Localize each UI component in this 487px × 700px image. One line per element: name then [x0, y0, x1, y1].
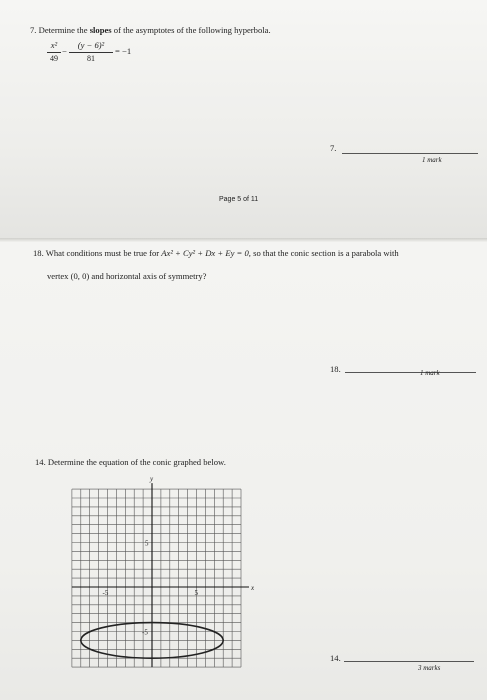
hyperbola-numerator-1: x² [50, 40, 58, 50]
question-14-marks: 3 marks [418, 664, 441, 672]
general-conic-equation: Ax² + Cy² + Dx + Ey = 0 [161, 248, 249, 258]
question-18-text-end: , so that the conic section is a parabola with [248, 248, 399, 258]
question-7-text-end: of the asymptotes of the following hyperbola. [111, 25, 271, 35]
hyperbola-rhs: = −1 [115, 46, 132, 56]
vertex-value: (0, 0) [70, 271, 90, 281]
question-18-answer-number: 18. [330, 364, 341, 374]
question-7-text-start: Determine the [38, 25, 90, 35]
tick-label-y-5: 5 [145, 539, 149, 548]
question-7-marks: 1 mark [422, 156, 442, 164]
question-14-answer-line[interactable] [344, 661, 474, 662]
y-axis-label: y [150, 475, 154, 484]
hyperbola-denominator-1: 49 [50, 54, 58, 63]
x-axis-label: x [251, 584, 255, 592]
graph-grid [72, 489, 241, 667]
question-18-text-start: What conditions must be true for [45, 248, 162, 258]
question-14-answer-number: 14. [330, 653, 341, 663]
question-7-answer-number: 7. [330, 143, 337, 153]
question-7-number: 7. [30, 25, 37, 35]
question-18-marks: 1 mark [420, 369, 440, 377]
hyperbola-denominator-2: 81 [87, 54, 95, 63]
page-footer: Page 5 of 11 [219, 196, 259, 203]
tick-label-x-5: 5 [194, 589, 198, 597]
question-7-text-bold: slopes [89, 25, 112, 35]
hyperbola-minus: − [62, 46, 67, 56]
hyperbola-numerator-2: (y − 6)² [77, 40, 105, 50]
tick-label-y-neg-5: -5 [142, 628, 148, 637]
question-14-number: 14. [35, 457, 46, 467]
question-18-line-2-start: vertex [47, 271, 71, 281]
question-18-line-2-end: and horizontal axis of symmetry? [89, 271, 207, 281]
question-14-text: Determine the equation of the conic graphed below. [47, 457, 226, 467]
tick-label-x-neg-5: -5 [102, 589, 109, 597]
question-18-number: 18. [33, 248, 44, 258]
